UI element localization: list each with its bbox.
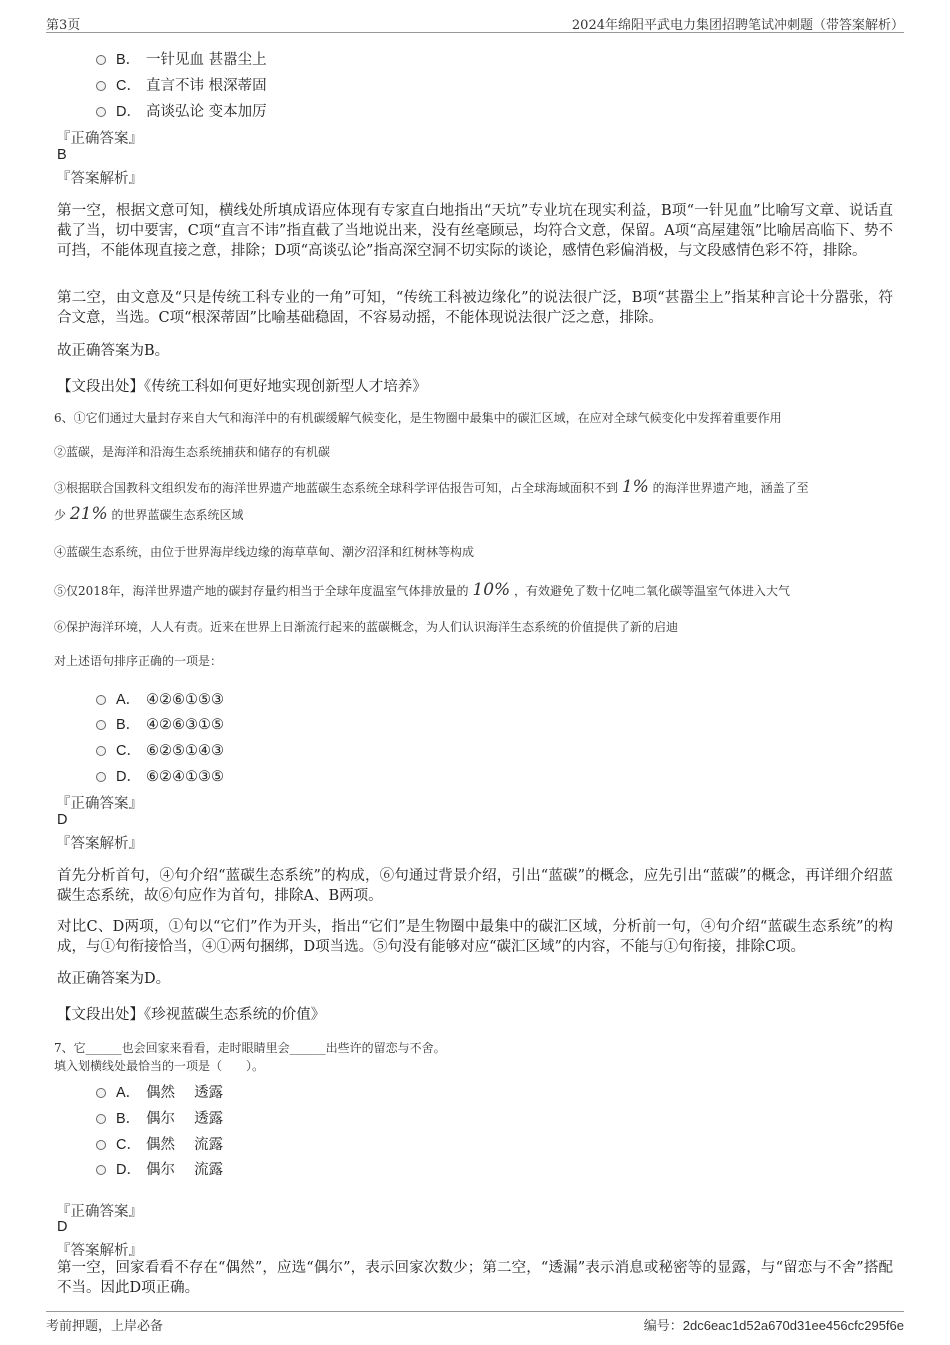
q6-analysis-paragraph: 首先分析首句，④句介绍“蓝碳生态系统”的构成，⑥句通过背景介绍，引出“蓝碳”的概念，应先引出“蓝碳”的概念，再详细介绍蓝碳生态系统，故⑥句应作为首句，排除A、B两项。 xyxy=(57,868,893,904)
radio-icon[interactable] xyxy=(96,1165,106,1175)
q6-answer-label: 『正确答案』 xyxy=(56,796,143,812)
q5-option-b[interactable]: B． 一针见血 甚嚣尘上 xyxy=(96,48,267,69)
q7-stem: 7、它______也会回家来看看，走时眼睛里会______出些许的留恋与不舍。 xyxy=(54,1041,446,1055)
q6-sentence-1: 6、①它们通过大量封存来自大气和海洋中的有机碳缓解气候变化，是生物圈中最集中的碳汇区域，在应对全球气候变化中发挥着重要作用 xyxy=(54,411,782,425)
q7-option-d[interactable]: D． 偶尔 流露 xyxy=(96,1158,223,1179)
q6-option-d[interactable]: D． ⑥②④①③⑤ xyxy=(96,765,224,786)
q7-analysis-label: 『答案解析』 xyxy=(56,1243,143,1259)
q6-answer: D xyxy=(57,812,68,828)
q5-answer-label: 『正确答案』 xyxy=(56,131,143,147)
math-value: 1% xyxy=(621,477,649,497)
radio-icon[interactable] xyxy=(96,55,106,65)
q6-source: 【文段出处】《珍视蓝碳生态系统的价值》 xyxy=(57,1007,326,1023)
q5-conclusion: 故正确答案为B。 xyxy=(57,343,170,359)
radio-icon[interactable] xyxy=(96,1140,106,1150)
q7-option-b[interactable]: B． 偶尔 透露 xyxy=(96,1107,223,1128)
q6-sentence-3: ③根据联合国教科文组织发布的海洋世界遗产地蓝碳生态系统全球科学评估报告可知，占全球海域面积不到 1% 的海洋世界遗产地，涵盖了至 少 21% 的世界蓝碳生态系统区域 xyxy=(54,477,809,524)
q5-option-c[interactable]: C． 直言不讳 根深蒂固 xyxy=(96,74,267,95)
q6-sentence-2: ②蓝碳，是海洋和沿海生态系统捕获和储存的有机碳 xyxy=(54,445,331,459)
q6-sentence-5: ⑤仅2018年，海洋世界遗产地的碳封存量约相当于全球年度温室气体排放量的 10% ，有效避免了数十亿吨二氧化碳等温室气体进入大气 xyxy=(54,580,791,600)
radio-icon[interactable] xyxy=(96,81,106,91)
q5-option-d[interactable]: D． 高谈弘论 变本加厉 xyxy=(96,100,267,121)
q6-option-a[interactable]: A． ④②⑥①⑤③ xyxy=(96,688,224,709)
radio-icon[interactable] xyxy=(96,107,106,117)
radio-icon[interactable] xyxy=(96,720,106,730)
page-header xyxy=(46,14,904,33)
q5-answer: B xyxy=(57,147,67,163)
q7-analysis: 第一空，回家看看不存在“偶然”，应选“偶尔”，表示回家次数少；第二空，“透漏”表示消息或秘密等的显露，与“留恋与不舍”搭配不当。因此D项正确。 xyxy=(57,1260,893,1296)
math-value: 21% xyxy=(69,504,108,524)
footer-slogan: 考前押题，上岸必备 xyxy=(46,1319,164,1334)
document-code: 编号：2dc6eac1d52a670d31ee456cfc295f6e xyxy=(643,1318,904,1334)
q5-analysis-paragraph: 第一空，根据文意可知，横线处所填成语应体现有专家直白地指出“天坑”专业坑在现实利益，B项“一针见血”比喻写文章、说话直截了当，切中要害，C项“直言不讳”指直截了当地说出来，没有丝毫顾忌，均符合文意，保留。A项“高屋建瓴”比喻居高临下、势不可挡，不能体现直接之意，排除；D项“高谈弘论”指高深空洞不切实际的谈论，感情色彩偏消极，与文段感情色彩不符，排除。 xyxy=(57,203,893,259)
q6-analysis-label: 『答案解析』 xyxy=(56,836,143,852)
q7-answer: D xyxy=(57,1219,68,1235)
math-value: 10% xyxy=(472,580,511,600)
q6-conclusion: 故正确答案为D。 xyxy=(57,971,171,987)
q7-option-c[interactable]: C． 偶然 流露 xyxy=(96,1133,223,1154)
q6-analysis-paragraph: 对比C、D两项，①句以“它们”作为开头，指出“它们”是生物圈中最集中的碳汇区域，分析前一句，④句介绍“蓝碳生态系统”的构成，与①句衔接恰当，④①两句捆绑，D项当选。⑤句没有能够对应“碳汇区域”的内容，不能与①句衔接，排除C项。 xyxy=(57,919,893,955)
q6-sentence-4: ④蓝碳生态系统，由位于世界海岸线边缘的海草草甸、潮汐沼泽和红树林等构成 xyxy=(54,545,475,559)
radio-icon[interactable] xyxy=(96,746,106,756)
q7-answer-label: 『正确答案』 xyxy=(56,1204,143,1220)
q5-analysis-label: 『答案解析』 xyxy=(56,171,143,187)
q6-option-b[interactable]: B． ④②⑥③①⑤ xyxy=(96,713,224,734)
radio-icon[interactable] xyxy=(96,1114,106,1124)
radio-icon[interactable] xyxy=(96,695,106,705)
q6-sentence-6: ⑥保护海洋环境，人人有责。近来在世界上日渐流行起来的蓝碳概念，为人们认识海洋生态系统的价值提供了新的启迪 xyxy=(54,620,679,634)
q7-option-a[interactable]: A． 偶然 透露 xyxy=(96,1081,223,1102)
q6-prompt: 对上述语句排序正确的一项是： xyxy=(54,654,223,668)
q5-analysis-paragraph: 第二空，由文意及“只是传统工科专业的一角”可知，“传统工科被边缘化”的说法很广泛，B项“甚嚣尘上”指某种言论十分嚣张，符合文意，当选。C项“根深蒂固”比喻基础稳固，不容易动摇，不能体现说法很广泛之意，排除。 xyxy=(57,290,893,326)
page-footer xyxy=(46,1311,904,1333)
q6-option-c[interactable]: C． ⑥②⑤①④③ xyxy=(96,739,224,760)
document-title: 2024年绵阳平武电力集团招聘笔试冲刺题（带答案解析） xyxy=(571,18,904,33)
radio-icon[interactable] xyxy=(96,772,106,782)
radio-icon[interactable] xyxy=(96,1088,106,1098)
q5-source: 【文段出处】《传统工科如何更好地实现创新型人才培养》 xyxy=(57,379,427,395)
q7-prompt: 填入划横线处最恰当的一项是（ ）。 xyxy=(54,1059,265,1073)
page-number: 第3页 xyxy=(46,18,81,33)
